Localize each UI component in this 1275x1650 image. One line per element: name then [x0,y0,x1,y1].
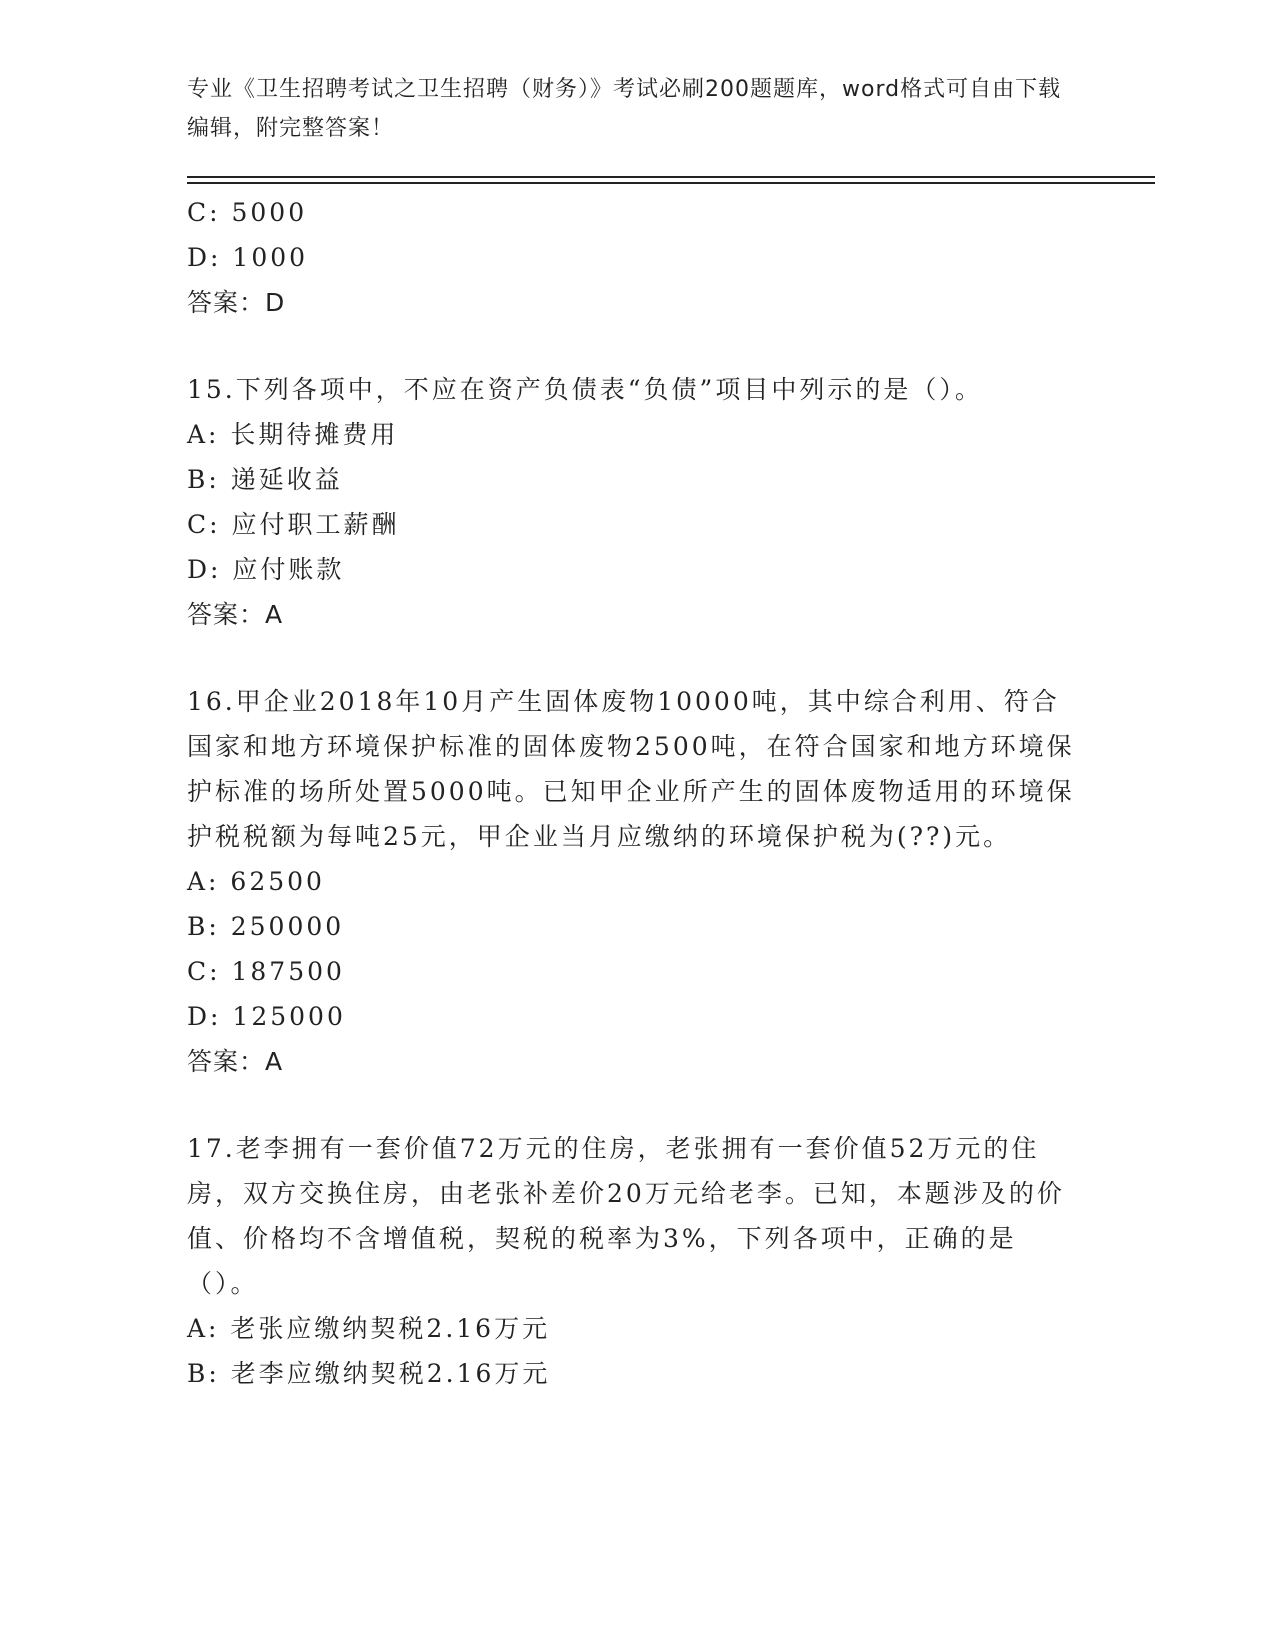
option-c: C: 5000 [187,198,308,227]
question-15-answer: 答案：A [187,600,284,629]
question-16-option-a: A: 62500 [187,867,325,896]
question-15-option-b: B: 递延收益 [187,465,343,494]
question-15-option-c: C: 应付职工薪酬 [187,510,400,539]
answer: 答案：D [187,288,286,317]
question-15-option-a: A: 长期待摊费用 [187,420,399,449]
question-17-option-b: B: 老李应缴纳契税2.16万元 [187,1359,551,1388]
question-17-text: 17.老李拥有一套价值72万元的住房，老张拥有一套价值52万元的住房，双方交换住房，由老张补差价20万元给老李。已知，本题涉及的价值、价格均不含增值税，契税的税率为3%，下列各项中，正确的是（）。 [187,1134,1065,1298]
question-17-option-a: A: 老张应缴纳契税2.16万元 [187,1314,551,1343]
question-16-text: 16.甲企业2018年10月产生固体废物10000吨，其中综合利用、符合国家和地方环境保护标准的固体废物2500吨，在符合国家和地方环境保护标准的场所处置5000吨。已知甲企业所产生的固体废物适用的环境保护税税额为每吨25元，甲企业当月应缴纳的环境保护税为(??)元。 [187,687,1075,851]
option-d: D: 1000 [187,243,309,272]
question-16-option-c: C: 187500 [187,957,345,986]
header-rule-top [187,176,1155,178]
question-15-option-d: D: 应付账款 [187,555,345,584]
question-16-option-b: B: 250000 [187,912,345,941]
question-16-option-d: D: 125000 [187,1002,346,1031]
page-header: 专业《卫生招聘考试之卫生招聘（财务）》考试必刷200题题库，word格式可自由下载编辑，附完整答案！ [187,77,1062,141]
header-rule-bottom [187,182,1155,184]
question-16-answer: 答案：A [187,1047,284,1076]
document-body [187,190,1087,1396]
question-15-text: 15.下列各项中，不应在资产负债表“负债”项目中列示的是（）。 [187,375,983,404]
